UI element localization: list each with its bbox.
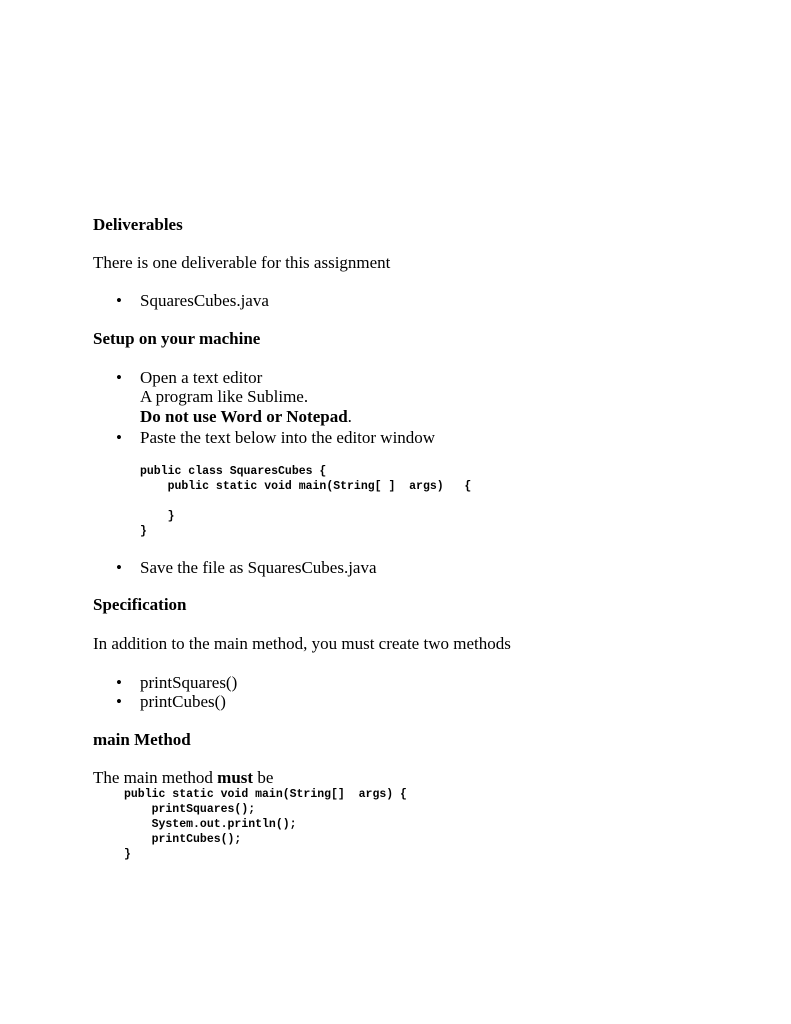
deliverables-heading: Deliverables — [93, 215, 183, 234]
setup-step-1-line-3 — [140, 407, 352, 427]
bullet-icon: • — [116, 558, 122, 577]
setup-step-2: Paste the text below into the editor window — [140, 428, 436, 447]
setup-step-1-line-1: Open a text editor — [140, 368, 263, 387]
method-item: printSquares() — [140, 673, 238, 692]
bullet-icon: • — [116, 692, 122, 711]
setup-warning-period: . — [347, 407, 352, 426]
main-method-intro-start: The main method — [93, 768, 218, 787]
setup-heading: Setup on your machine — [93, 329, 261, 348]
setup-step-3: Save the file as SquaresCubes.java — [140, 558, 377, 577]
main-method-heading: main Method — [93, 730, 191, 749]
setup-code-block: public class SquaresCubes { public static void main(String[ ] args) { } } — [140, 465, 472, 538]
main-method-intro-end: be — [253, 768, 274, 787]
main-method-intro — [93, 768, 273, 788]
bullet-icon: • — [116, 291, 122, 310]
bullet-icon: • — [116, 673, 122, 692]
method-item: printCubes() — [140, 692, 226, 711]
bullet-icon: • — [116, 428, 122, 447]
setup-step-1-line-2: A program like Sublime. — [140, 387, 309, 406]
specification-intro: In addition to the main method, you must create two methods — [93, 634, 511, 653]
main-method-code-block: public static void main(String[] args) { printSquares(); System.out.println(); printCubes(); } — [124, 788, 407, 861]
deliverables-intro: There is one deliverable for this assignment — [93, 253, 391, 272]
setup-warning: Do not use Word or Notepad — [140, 407, 348, 426]
bullet-icon: • — [116, 368, 122, 387]
specification-heading: Specification — [93, 595, 187, 614]
main-method-intro-emphasis: must — [217, 768, 254, 787]
deliverable-item: SquaresCubes.java — [140, 291, 269, 310]
